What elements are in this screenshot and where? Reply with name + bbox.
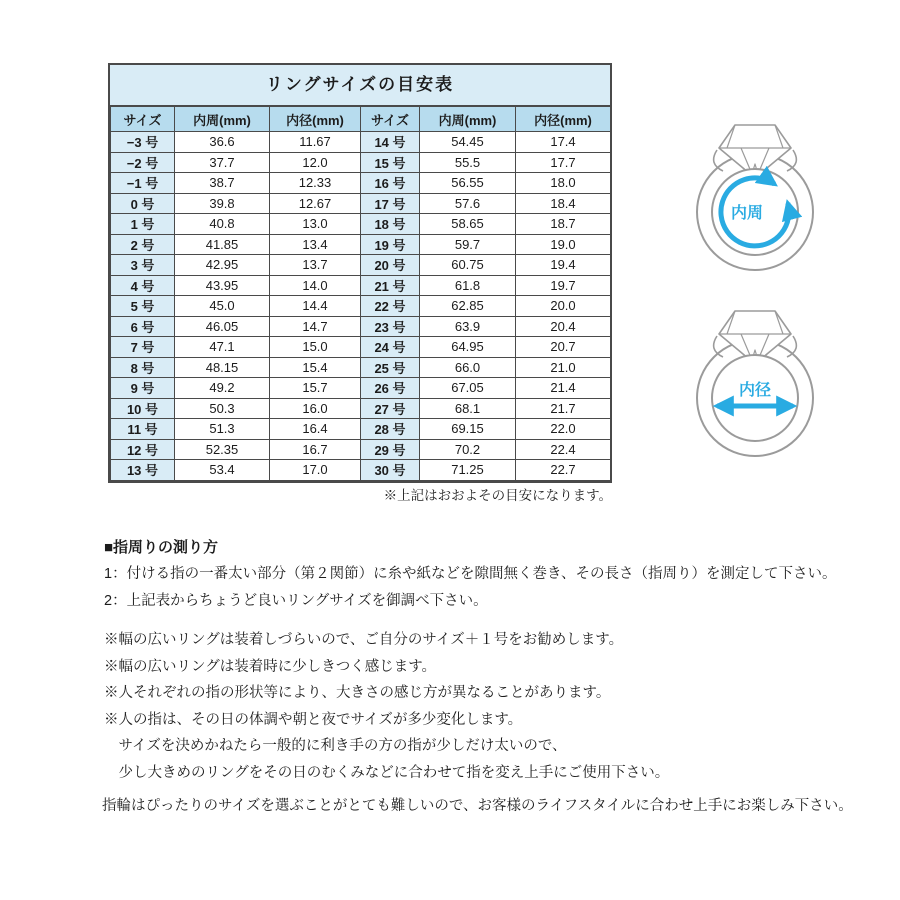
value-cell: 48.15 (175, 357, 270, 378)
value-cell: 14.7 (270, 316, 361, 337)
note-line: ※幅の広いリングは装着時に少しきつく感じます。 (104, 658, 437, 675)
size-cell: 23 号 (361, 316, 420, 337)
size-cell: 12 号 (111, 439, 175, 460)
measuring-heading: ■指周りの測り方 (104, 539, 219, 556)
size-cell: 25 号 (361, 357, 420, 378)
value-cell: 52.35 (175, 439, 270, 460)
value-cell: 57.6 (420, 193, 516, 214)
size-table (110, 106, 611, 481)
value-cell: 20.7 (516, 337, 611, 358)
column-header: 内径(mm) (270, 107, 361, 132)
value-cell: 43.95 (175, 275, 270, 296)
table-approx-note: ※上記はおおよその目安になります。 (383, 488, 612, 503)
value-cell: 19.4 (516, 255, 611, 276)
value-cell: 18.0 (516, 173, 611, 194)
size-cell: 29 号 (361, 439, 420, 460)
size-cell: 5 号 (111, 296, 175, 317)
value-cell: 67.05 (420, 378, 516, 399)
note-line: サイズを決めかねたら一般的に利き手の方の指が少しだけ太いので、 (104, 738, 567, 755)
measuring-steps (104, 561, 836, 615)
value-cell: 71.25 (420, 460, 516, 481)
size-cell: 9 号 (111, 378, 175, 399)
inner-diameter-label: 内径 (738, 382, 772, 399)
value-cell: 61.8 (420, 275, 516, 296)
value-cell: 20.4 (516, 316, 611, 337)
table-body (111, 132, 611, 481)
size-cell: 13 号 (111, 460, 175, 481)
size-cell: −1 号 (111, 173, 175, 194)
value-cell: 54.45 (420, 132, 516, 153)
value-cell: 63.9 (420, 316, 516, 337)
value-cell: 40.8 (175, 214, 270, 235)
value-cell: 19.7 (516, 275, 611, 296)
table-title: リングサイズの目安表 (110, 65, 610, 106)
value-cell: 14.4 (270, 296, 361, 317)
value-cell: 47.1 (175, 337, 270, 358)
value-cell: 36.6 (175, 132, 270, 153)
value-cell: 12.0 (270, 152, 361, 173)
size-cell: 7 号 (111, 337, 175, 358)
table-row (111, 132, 611, 153)
value-cell: 53.4 (175, 460, 270, 481)
value-cell: 50.3 (175, 398, 270, 419)
value-cell: 19.0 (516, 234, 611, 255)
value-cell: 22.0 (516, 419, 611, 440)
table-row (111, 275, 611, 296)
value-cell: 60.75 (420, 255, 516, 276)
table-row (111, 296, 611, 317)
value-cell: 56.55 (420, 173, 516, 194)
table-row (111, 357, 611, 378)
value-cell: 51.3 (175, 419, 270, 440)
value-cell: 16.4 (270, 419, 361, 440)
size-cell: 10 号 (111, 398, 175, 419)
size-cell: 11 号 (111, 419, 175, 440)
value-cell: 11.67 (270, 132, 361, 153)
table-row (111, 337, 611, 358)
table-row (111, 193, 611, 214)
value-cell: 12.33 (270, 173, 361, 194)
size-cell: 2 号 (111, 234, 175, 255)
size-cell: 30 号 (361, 460, 420, 481)
note-line: 少し大きめのリングをその日のむくみなどに合わせて指を変え上手にご使用下さい。 (104, 764, 670, 781)
column-header: サイズ (111, 107, 175, 132)
size-cell: 4 号 (111, 275, 175, 296)
value-cell: 21.7 (516, 398, 611, 419)
value-cell: 42.95 (175, 255, 270, 276)
value-cell: 62.85 (420, 296, 516, 317)
value-cell: 18.4 (516, 193, 611, 214)
column-header: 内径(mm) (516, 107, 611, 132)
table-row (111, 460, 611, 481)
size-cell: 26 号 (361, 378, 420, 399)
size-cell: 0 号 (111, 193, 175, 214)
table-row (111, 214, 611, 235)
value-cell: 70.2 (420, 439, 516, 460)
size-cell: 21 号 (361, 275, 420, 296)
size-cell: 27 号 (361, 398, 420, 419)
inner-diameter-diagram (675, 298, 835, 463)
value-cell: 58.65 (420, 214, 516, 235)
closing-note: 指輪はぴったりのサイズを選ぶことがとても難しいので、お客様のライフスタイルに合わせ上手にお楽しみ下さい。 (102, 798, 853, 814)
caution-notes (104, 627, 669, 787)
size-cell: 1 号 (111, 214, 175, 235)
value-cell: 68.1 (420, 398, 516, 419)
size-cell: 15 号 (361, 152, 420, 173)
value-cell: 38.7 (175, 173, 270, 194)
value-cell: 15.4 (270, 357, 361, 378)
ring-size-table (108, 63, 612, 483)
value-cell: 17.4 (516, 132, 611, 153)
size-cell: −2 号 (111, 152, 175, 173)
table-row (111, 378, 611, 399)
value-cell: 20.0 (516, 296, 611, 317)
table-row (111, 439, 611, 460)
note-line: ※幅の広いリングは装着しづらいので、ご自分のサイズ＋１号をお勧めします。 (104, 632, 624, 648)
value-cell: 21.0 (516, 357, 611, 378)
value-cell: 15.0 (270, 337, 361, 358)
value-cell: 13.7 (270, 255, 361, 276)
value-cell: 12.67 (270, 193, 361, 214)
value-cell: 13.0 (270, 214, 361, 235)
note-line: ※人の指は、その日の体調や朝と夜でサイズが多少変化します。 (104, 711, 523, 728)
value-cell: 16.0 (270, 398, 361, 419)
value-cell: 17.7 (516, 152, 611, 173)
value-cell: 21.4 (516, 378, 611, 399)
column-header: 内周(mm) (175, 107, 270, 132)
size-cell: 18 号 (361, 214, 420, 235)
value-cell: 22.7 (516, 460, 611, 481)
value-cell: 55.5 (420, 152, 516, 173)
table-row (111, 398, 611, 419)
size-cell: 6 号 (111, 316, 175, 337)
table-row (111, 419, 611, 440)
measuring-step-1: 1：付ける指の一番太い部分（第２関節）に糸や紙などを隙間無く巻き、その長さ（指周り）を測定して下さい。 (104, 566, 837, 582)
value-cell: 49.2 (175, 378, 270, 399)
value-cell: 22.4 (516, 439, 611, 460)
column-header: 内周(mm) (420, 107, 516, 132)
size-cell: 24 号 (361, 337, 420, 358)
table-row (111, 152, 611, 173)
value-cell: 66.0 (420, 357, 516, 378)
value-cell: 45.0 (175, 296, 270, 317)
value-cell: 13.4 (270, 234, 361, 255)
note-line: ※人それぞれの指の形状等により、大きさの感じ方が異なることがあります。 (104, 685, 611, 702)
measuring-step-2: 2：上記表からちょうど良いリングサイズを御調べ下さい。 (104, 593, 488, 609)
size-cell: −3 号 (111, 132, 175, 153)
value-cell: 46.05 (175, 316, 270, 337)
size-cell: 19 号 (361, 234, 420, 255)
table-row (111, 255, 611, 276)
size-cell: 3 号 (111, 255, 175, 276)
value-cell: 18.7 (516, 214, 611, 235)
table-header-row (111, 107, 611, 132)
value-cell: 59.7 (420, 234, 516, 255)
table-row (111, 234, 611, 255)
value-cell: 37.7 (175, 152, 270, 173)
size-cell: 8 号 (111, 357, 175, 378)
table-row (111, 173, 611, 194)
value-cell: 41.85 (175, 234, 270, 255)
size-cell: 14 号 (361, 132, 420, 153)
value-cell: 16.7 (270, 439, 361, 460)
value-cell: 39.8 (175, 193, 270, 214)
inner-circumference-label: 内周 (730, 205, 764, 222)
value-cell: 15.7 (270, 378, 361, 399)
value-cell: 17.0 (270, 460, 361, 481)
size-cell: 17 号 (361, 193, 420, 214)
value-cell: 64.95 (420, 337, 516, 358)
column-header: サイズ (361, 107, 420, 132)
inner-circumference-diagram (675, 112, 835, 277)
table-row (111, 316, 611, 337)
size-cell: 28 号 (361, 419, 420, 440)
size-cell: 22 号 (361, 296, 420, 317)
value-cell: 69.15 (420, 419, 516, 440)
size-cell: 20 号 (361, 255, 420, 276)
value-cell: 14.0 (270, 275, 361, 296)
size-cell: 16 号 (361, 173, 420, 194)
